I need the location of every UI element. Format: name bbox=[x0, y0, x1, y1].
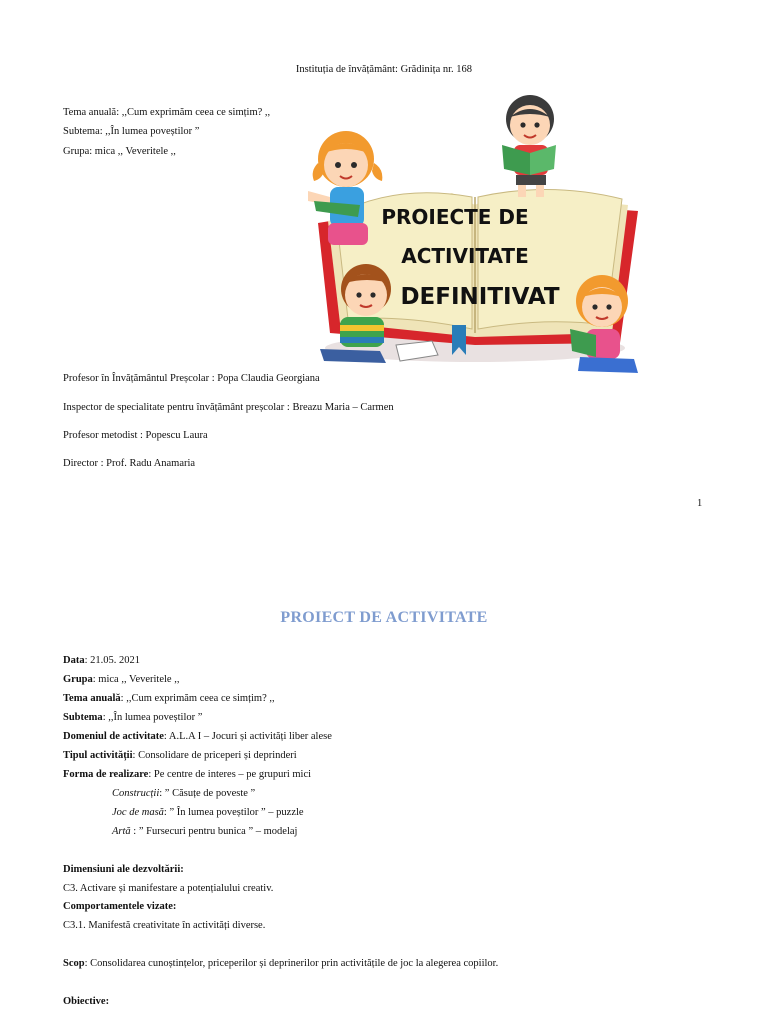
field-scope bbox=[63, 958, 498, 969]
center-item-value: : ” În lumea poveștilor ” – puzzle bbox=[163, 807, 304, 818]
field-subtheme-value: : ,,În lumea poveștilor ” bbox=[102, 712, 203, 723]
center-item-label: Construcții bbox=[112, 788, 160, 799]
field-form bbox=[63, 769, 311, 780]
field-subtheme bbox=[63, 712, 202, 723]
book-children-illustration bbox=[300, 93, 645, 383]
field-annual-theme-value: : ,,Cum exprimăm ceea ce simțim? ,, bbox=[120, 693, 275, 704]
dimensions-value: C3. Activare și manifestare a potențialului creativ. bbox=[63, 883, 274, 894]
field-date bbox=[63, 655, 140, 666]
center-item-value: : ” Căsuțe de poveste ” bbox=[159, 788, 256, 799]
cover-group: Grupa: mica ,, Veveritele ,, bbox=[63, 146, 176, 157]
cover-annual-theme: Tema anuală: ,,Cum exprimăm ceea ce simțim? ,, bbox=[63, 107, 271, 118]
field-activity-type bbox=[63, 750, 297, 761]
field-domain-label: Domeniul de activitate bbox=[63, 731, 164, 742]
field-annual-theme bbox=[63, 693, 275, 704]
field-date-label: Data bbox=[63, 655, 85, 666]
center-item bbox=[112, 807, 304, 818]
field-domain bbox=[63, 731, 332, 742]
field-domain-value: : A.L.A I – Jocuri și activități liber alese bbox=[163, 731, 332, 742]
behaviours-label: Comportamentele vizate: bbox=[63, 901, 177, 912]
center-item bbox=[112, 826, 297, 837]
field-scope-label: Scop bbox=[63, 958, 85, 969]
objectives-label: Obiective: bbox=[63, 996, 110, 1007]
cover-director: Director : Prof. Radu Anamaria bbox=[63, 458, 196, 469]
banner-line-1: PROIECTE DE bbox=[381, 205, 529, 229]
center-item bbox=[112, 788, 255, 799]
field-group-value: : mica ,, Veveritele ,, bbox=[92, 674, 180, 685]
field-annual-theme-label: Tema anuală bbox=[63, 693, 121, 704]
field-activity-type-value: : Consolidare de priceperi și deprinderi bbox=[132, 750, 297, 761]
field-activity-type-label: Tipul activității bbox=[63, 750, 133, 761]
cover-subtheme: Subtema: ,,În lumea poveștilor ” bbox=[63, 126, 200, 137]
project-title: PROIECT DE ACTIVITATE bbox=[280, 609, 488, 626]
cover-inspector: Inspector de specialitate pentru învățământ preșcolar : Breazu Maria – Carmen bbox=[63, 402, 394, 413]
cover-methodist: Profesor metodist : Popescu Laura bbox=[63, 430, 208, 441]
objectives-heading bbox=[63, 996, 109, 1007]
field-group-label: Grupa bbox=[63, 674, 93, 685]
center-item-label: Artă bbox=[112, 826, 131, 837]
boy-reading-right bbox=[502, 95, 556, 197]
field-form-value: : Pe centre de interes – pe grupuri mici bbox=[148, 769, 312, 780]
institution-line: Instituția de învățământ: Grădinița nr. 168 bbox=[295, 64, 473, 75]
cover-teacher: Profesor în Învățământul Preșcolar : Popa Claudia Georgiana bbox=[63, 373, 320, 384]
field-scope-value: : Consolidarea cunoștințelor, priceperilor și deprinerilor prin activitățile de joc la alegerea copiilor. bbox=[84, 958, 499, 969]
page-number: 1 bbox=[697, 498, 703, 509]
banner-line-2: ACTIVITATE bbox=[401, 244, 529, 268]
center-item-value: : ” Fursecuri pentru bunica ” – modelaj bbox=[130, 826, 298, 837]
dimensions-heading bbox=[63, 864, 184, 875]
field-subtheme-label: Subtema bbox=[63, 712, 103, 723]
field-form-label: Forma de realizare bbox=[63, 769, 149, 780]
banner-line-3: DEFINITIVAT bbox=[400, 284, 560, 310]
center-item-label: Joc de masă bbox=[112, 807, 164, 818]
field-date-value: : 21.05. 2021 bbox=[84, 655, 141, 666]
behaviours-heading bbox=[63, 901, 176, 912]
field-group bbox=[63, 674, 179, 685]
behaviours-value: C3.1. Manifestă creativitate în activități diverse. bbox=[63, 920, 266, 931]
dimensions-label: Dimensiuni ale dezvoltării: bbox=[63, 864, 184, 875]
